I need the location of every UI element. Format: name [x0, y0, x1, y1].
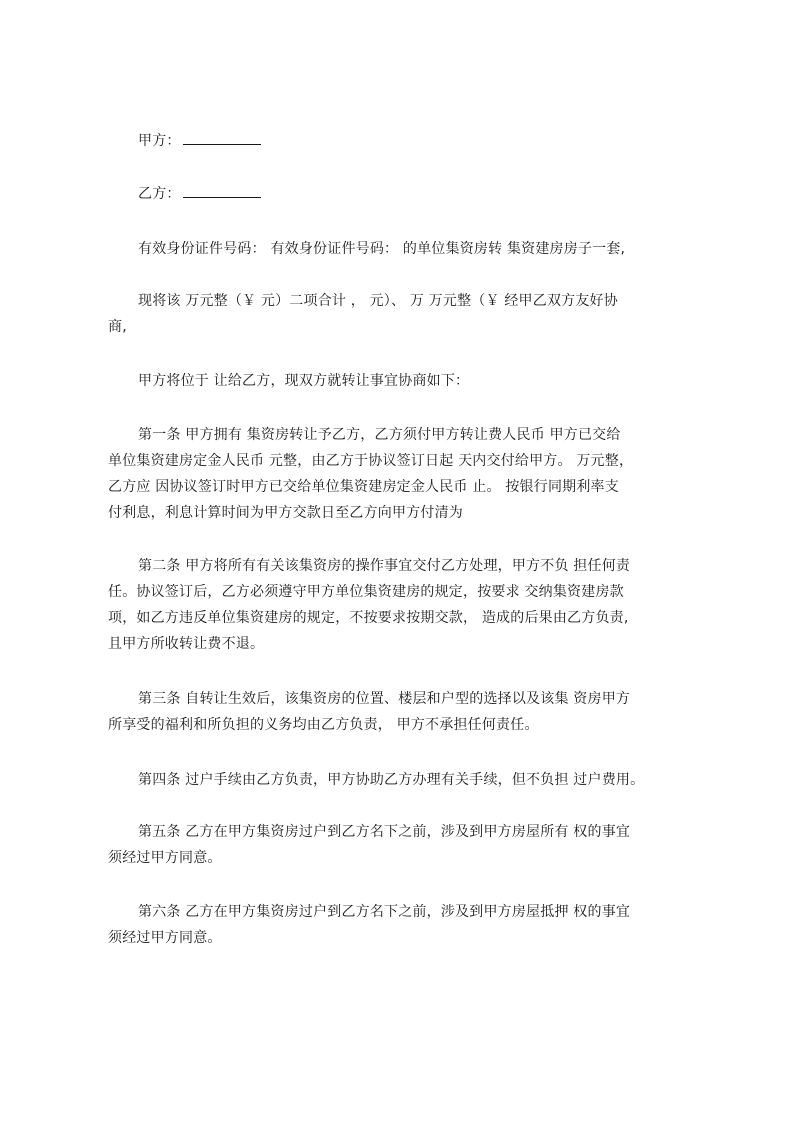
party-a-line [108, 128, 708, 154]
article-6-line-2: 须经过甲方同意。 [108, 930, 222, 946]
party-a-label: 甲方： [138, 133, 181, 149]
article-1-line-3: 乙方应 因协议签订时甲方已交给单位集资建房定金人民币 止。 按银行同期利率支 [108, 479, 619, 495]
article-1-line-4: 付利息，利息计算时间为甲方交款日至乙方向甲方付清为 [108, 505, 463, 521]
article-3-line-2: 所享受的福利和所负担的义务均由乙方负责， 甲方不承担任何责任。 [108, 717, 539, 733]
price-line-1: 现将该 万元整（￥ 元）二项合计 ， 元）、 万 万元整（￥ 经甲乙双方友好协 [138, 293, 618, 309]
article-1-line-1: 第一条 甲方拥有 集资房转让予乙方，乙方须付甲方转让费人民币 甲方已交给 [138, 427, 621, 443]
party-b-blank [183, 181, 261, 198]
article-2-line-4: 且甲方所收转让费不退。 [108, 636, 265, 652]
party-b-line [108, 181, 708, 207]
party-a-blank [183, 128, 261, 145]
article-4-line-1: 第四条 过户手续由乙方负责，甲方协助乙方办理有关手续，但不负担 过户费用。 [138, 772, 645, 788]
article-5-line-2: 须经过甲方同意。 [108, 850, 222, 866]
article-5-line-1: 第五条 乙方在甲方集资房过户到乙方名下之前，涉及到甲方房屋所有 权的事宜 [138, 824, 631, 840]
article-2-line-2: 任。协议签订后，乙方必须遵守甲方单位集资建房的规定，按要求 交纳集资建房款 [108, 584, 624, 600]
transfer-intro-line: 甲方将位于 让给乙方，现双方就转让事宜协商如下： [138, 373, 470, 389]
article-1-line-2: 单位集资建房定金人民币 元整，由乙方于协议签订日起 天内交付给甲方。 万元整， [108, 453, 634, 469]
article-2-line-3: 项，如乙方违反单位集资建房的规定，不按要求按期交款， 造成的后果由乙方负责, [108, 610, 629, 626]
article-3-line-1: 第三条 自转让生效后，该集资房的位置、楼层和户型的选择以及该集 资房甲方 [138, 691, 631, 707]
price-line-2: 商, [108, 319, 127, 335]
article-2-line-1: 第二条 甲方将所有有关该集资房的操作事宜交付乙方处理，甲方不负 担任何责 [138, 558, 631, 574]
id-number-line: 有效身份证件号码： 有效身份证件号码： 的单位集资房转 集资建房房子一套, [138, 241, 626, 257]
article-6-line-1: 第六条 乙方在甲方集资房过户到乙方名下之前，涉及到甲方房屋抵押 权的事宜 [138, 904, 631, 920]
party-b-label: 乙方： [138, 186, 181, 202]
